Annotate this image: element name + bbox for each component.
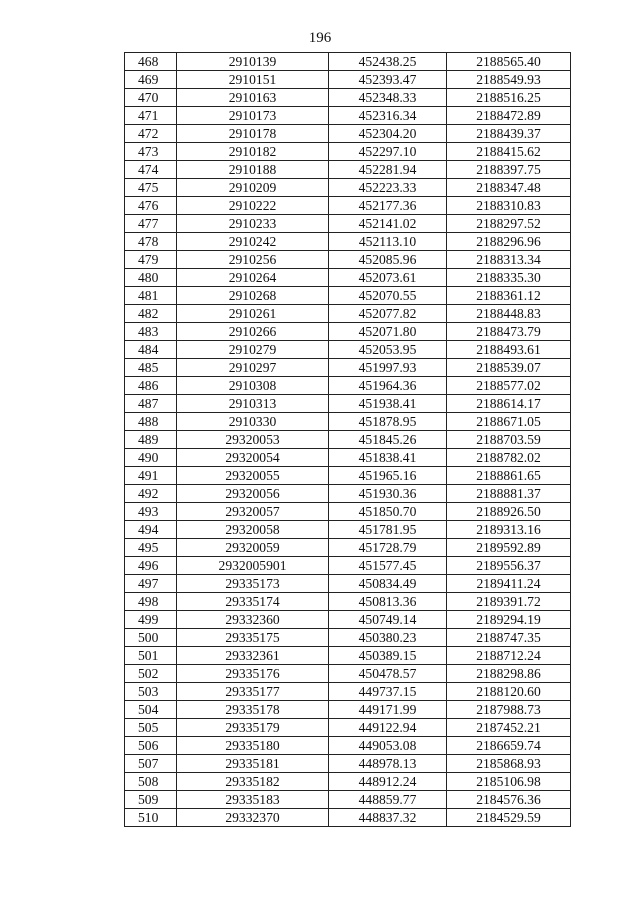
point-id-cell: 2910163 [177,89,329,107]
y-coordinate-cell: 2188549.93 [447,71,571,89]
y-coordinate-cell: 2188881.37 [447,485,571,503]
y-coordinate-cell: 2188473.79 [447,323,571,341]
x-coordinate-cell: 450478.57 [329,665,447,683]
point-id-cell: 2910188 [177,161,329,179]
point-number-cell: 478 [125,233,177,251]
point-id-cell: 29335179 [177,719,329,737]
x-coordinate-cell: 451964.36 [329,377,447,395]
table-row [125,683,571,701]
x-coordinate-cell: 452304.20 [329,125,447,143]
y-coordinate-cell: 2188782.02 [447,449,571,467]
y-coordinate-cell: 2188120.60 [447,683,571,701]
table-row [125,449,571,467]
y-coordinate-cell: 2188415.62 [447,143,571,161]
x-coordinate-cell: 448978.13 [329,755,447,773]
point-number-cell: 508 [125,773,177,791]
y-coordinate-cell: 2188861.65 [447,467,571,485]
y-coordinate-cell: 2188296.96 [447,233,571,251]
y-coordinate-cell: 2188703.59 [447,431,571,449]
point-number-cell: 481 [125,287,177,305]
table-row [125,287,571,305]
y-coordinate-cell: 2188297.52 [447,215,571,233]
x-coordinate-cell: 452281.94 [329,161,447,179]
y-coordinate-cell: 2188298.86 [447,665,571,683]
point-id-cell: 2910139 [177,53,329,71]
table-row [125,125,571,143]
x-coordinate-cell: 450389.15 [329,647,447,665]
point-number-cell: 491 [125,467,177,485]
y-coordinate-cell: 2188671.05 [447,413,571,431]
table-row [125,791,571,809]
point-id-cell: 29335175 [177,629,329,647]
x-coordinate-cell: 452223.33 [329,179,447,197]
point-id-cell: 2910313 [177,395,329,413]
table-row [125,647,571,665]
point-number-cell: 494 [125,521,177,539]
point-number-cell: 510 [125,809,177,827]
point-number-cell: 479 [125,251,177,269]
coordinates-table [124,52,571,827]
table-row [125,611,571,629]
table-row [125,179,571,197]
x-coordinate-cell: 452438.25 [329,53,447,71]
point-id-cell: 29332361 [177,647,329,665]
table-row [125,737,571,755]
table-row [125,809,571,827]
x-coordinate-cell: 452316.34 [329,107,447,125]
y-coordinate-cell: 2188313.34 [447,251,571,269]
table-row [125,89,571,107]
point-id-cell: 2910268 [177,287,329,305]
table-row [125,701,571,719]
point-number-cell: 485 [125,359,177,377]
x-coordinate-cell: 450380.23 [329,629,447,647]
table-body [125,53,571,827]
point-id-cell: 2910173 [177,107,329,125]
point-id-cell: 2910308 [177,377,329,395]
point-number-cell: 506 [125,737,177,755]
point-id-cell: 2910266 [177,323,329,341]
y-coordinate-cell: 2188614.17 [447,395,571,413]
point-id-cell: 2910182 [177,143,329,161]
y-coordinate-cell: 2188448.83 [447,305,571,323]
point-number-cell: 490 [125,449,177,467]
table-row [125,107,571,125]
x-coordinate-cell: 451838.41 [329,449,447,467]
table-row [125,521,571,539]
x-coordinate-cell: 452141.02 [329,215,447,233]
point-number-cell: 489 [125,431,177,449]
point-number-cell: 471 [125,107,177,125]
page-number: 196 [308,30,332,46]
point-number-cell: 493 [125,503,177,521]
point-number-cell: 501 [125,647,177,665]
table-row [125,719,571,737]
y-coordinate-cell: 2188493.61 [447,341,571,359]
y-coordinate-cell: 2185868.93 [447,755,571,773]
table-row [125,377,571,395]
y-coordinate-cell: 2188516.25 [447,89,571,107]
table-row [125,341,571,359]
x-coordinate-cell: 452348.33 [329,89,447,107]
y-coordinate-cell: 2188347.48 [447,179,571,197]
y-coordinate-cell: 2187988.73 [447,701,571,719]
x-coordinate-cell: 451930.36 [329,485,447,503]
point-number-cell: 468 [125,53,177,71]
point-number-cell: 470 [125,89,177,107]
x-coordinate-cell: 451850.70 [329,503,447,521]
table-row [125,665,571,683]
point-id-cell: 29320056 [177,485,329,503]
point-id-cell: 2910222 [177,197,329,215]
point-number-cell: 472 [125,125,177,143]
y-coordinate-cell: 2188747.35 [447,629,571,647]
table-row [125,215,571,233]
y-coordinate-cell: 2188335.30 [447,269,571,287]
point-id-cell: 29320053 [177,431,329,449]
point-number-cell: 484 [125,341,177,359]
table-row [125,305,571,323]
y-coordinate-cell: 2188361.12 [447,287,571,305]
y-coordinate-cell: 2186659.74 [447,737,571,755]
point-id-cell: 29335178 [177,701,329,719]
point-id-cell: 2910279 [177,341,329,359]
point-id-cell: 2910233 [177,215,329,233]
x-coordinate-cell: 451577.45 [329,557,447,575]
y-coordinate-cell: 2188439.37 [447,125,571,143]
x-coordinate-cell: 449171.99 [329,701,447,719]
table-row [125,773,571,791]
y-coordinate-cell: 2188712.24 [447,647,571,665]
table-row [125,395,571,413]
table-row [125,503,571,521]
point-id-cell: 2910264 [177,269,329,287]
point-number-cell: 476 [125,197,177,215]
x-coordinate-cell: 452297.10 [329,143,447,161]
x-coordinate-cell: 452073.61 [329,269,447,287]
y-coordinate-cell: 2188472.89 [447,107,571,125]
y-coordinate-cell: 2189313.16 [447,521,571,539]
point-id-cell: 2910242 [177,233,329,251]
point-id-cell: 2910330 [177,413,329,431]
point-number-cell: 492 [125,485,177,503]
point-id-cell: 2910209 [177,179,329,197]
point-id-cell: 29335174 [177,593,329,611]
x-coordinate-cell: 451878.95 [329,413,447,431]
point-number-cell: 496 [125,557,177,575]
point-number-cell: 486 [125,377,177,395]
x-coordinate-cell: 452113.10 [329,233,447,251]
y-coordinate-cell: 2189294.19 [447,611,571,629]
point-number-cell: 469 [125,71,177,89]
x-coordinate-cell: 450834.49 [329,575,447,593]
point-id-cell: 2910261 [177,305,329,323]
x-coordinate-cell: 448912.24 [329,773,447,791]
point-number-cell: 504 [125,701,177,719]
y-coordinate-cell: 2188926.50 [447,503,571,521]
point-id-cell: 2910297 [177,359,329,377]
point-number-cell: 474 [125,161,177,179]
table-row [125,593,571,611]
point-number-cell: 488 [125,413,177,431]
point-id-cell: 2910151 [177,71,329,89]
point-id-cell: 29320054 [177,449,329,467]
y-coordinate-cell: 2184529.59 [447,809,571,827]
point-id-cell: 2910256 [177,251,329,269]
x-coordinate-cell: 451728.79 [329,539,447,557]
table-row [125,71,571,89]
x-coordinate-cell: 451781.95 [329,521,447,539]
y-coordinate-cell: 2189411.24 [447,575,571,593]
x-coordinate-cell: 451997.93 [329,359,447,377]
x-coordinate-cell: 449122.94 [329,719,447,737]
point-number-cell: 473 [125,143,177,161]
point-id-cell: 29335176 [177,665,329,683]
table-row [125,413,571,431]
table-row [125,557,571,575]
point-id-cell: 29335181 [177,755,329,773]
point-number-cell: 499 [125,611,177,629]
point-id-cell: 2932005901 [177,557,329,575]
point-id-cell: 29335173 [177,575,329,593]
y-coordinate-cell: 2188310.83 [447,197,571,215]
table-row [125,575,571,593]
y-coordinate-cell: 2189556.37 [447,557,571,575]
y-coordinate-cell: 2188577.02 [447,377,571,395]
table-row [125,269,571,287]
x-coordinate-cell: 452070.55 [329,287,447,305]
point-id-cell: 2910178 [177,125,329,143]
y-coordinate-cell: 2187452.21 [447,719,571,737]
point-id-cell: 29335177 [177,683,329,701]
table-row [125,359,571,377]
table-row [125,485,571,503]
point-number-cell: 497 [125,575,177,593]
point-number-cell: 477 [125,215,177,233]
point-number-cell: 487 [125,395,177,413]
table-row [125,251,571,269]
y-coordinate-cell: 2188565.40 [447,53,571,71]
x-coordinate-cell: 451938.41 [329,395,447,413]
y-coordinate-cell: 2188397.75 [447,161,571,179]
x-coordinate-cell: 449737.15 [329,683,447,701]
table-row [125,629,571,647]
point-id-cell: 29335180 [177,737,329,755]
point-number-cell: 507 [125,755,177,773]
point-number-cell: 509 [125,791,177,809]
point-id-cell: 29335182 [177,773,329,791]
table-row [125,323,571,341]
point-id-cell: 29320057 [177,503,329,521]
x-coordinate-cell: 452071.80 [329,323,447,341]
y-coordinate-cell: 2184576.36 [447,791,571,809]
point-number-cell: 475 [125,179,177,197]
point-number-cell: 495 [125,539,177,557]
x-coordinate-cell: 452085.96 [329,251,447,269]
table-row [125,539,571,557]
x-coordinate-cell: 452077.82 [329,305,447,323]
point-number-cell: 482 [125,305,177,323]
table-row [125,233,571,251]
point-number-cell: 480 [125,269,177,287]
table-row [125,755,571,773]
table-row [125,53,571,71]
point-number-cell: 503 [125,683,177,701]
x-coordinate-cell: 448859.77 [329,791,447,809]
x-coordinate-cell: 451965.16 [329,467,447,485]
x-coordinate-cell: 452177.36 [329,197,447,215]
x-coordinate-cell: 452053.95 [329,341,447,359]
point-id-cell: 29320055 [177,467,329,485]
x-coordinate-cell: 448837.32 [329,809,447,827]
y-coordinate-cell: 2189592.89 [447,539,571,557]
point-id-cell: 29320058 [177,521,329,539]
point-number-cell: 505 [125,719,177,737]
point-number-cell: 498 [125,593,177,611]
y-coordinate-cell: 2189391.72 [447,593,571,611]
x-coordinate-cell: 450749.14 [329,611,447,629]
point-id-cell: 29332370 [177,809,329,827]
point-number-cell: 500 [125,629,177,647]
point-number-cell: 502 [125,665,177,683]
x-coordinate-cell: 450813.36 [329,593,447,611]
y-coordinate-cell: 2188539.07 [447,359,571,377]
table-row [125,161,571,179]
table-row [125,467,571,485]
table-row [125,143,571,161]
point-id-cell: 29332360 [177,611,329,629]
table-row [125,431,571,449]
point-id-cell: 29335183 [177,791,329,809]
point-id-cell: 29320059 [177,539,329,557]
x-coordinate-cell: 452393.47 [329,71,447,89]
point-number-cell: 483 [125,323,177,341]
x-coordinate-cell: 451845.26 [329,431,447,449]
y-coordinate-cell: 2185106.98 [447,773,571,791]
x-coordinate-cell: 449053.08 [329,737,447,755]
table-row [125,197,571,215]
